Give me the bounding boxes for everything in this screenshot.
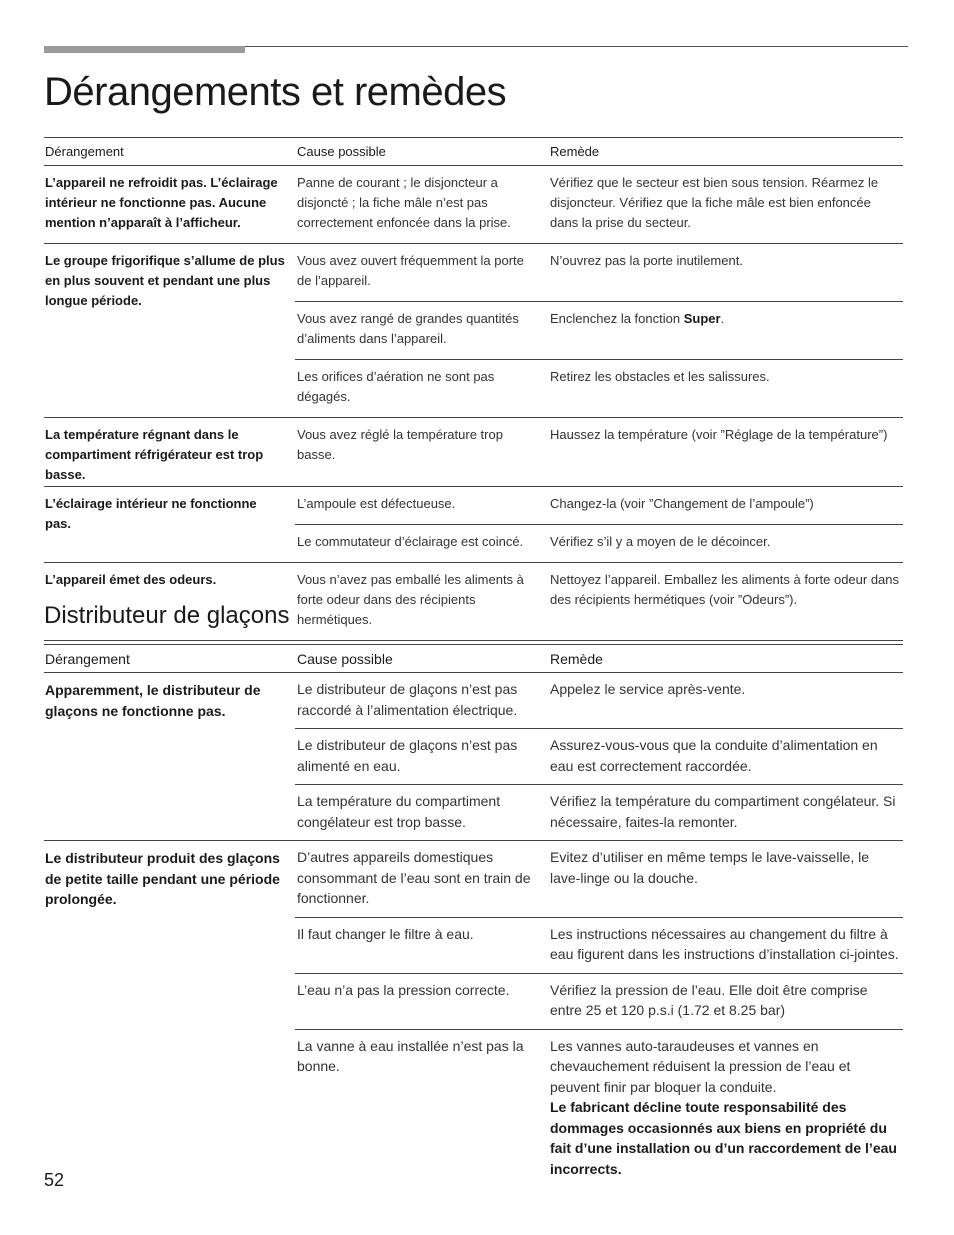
fault-group <box>44 841 903 1187</box>
fault-text: L’appareil ne refroidit pas. L’éclairage intérieur ne fonctionne pas. Aucune mention n’apparaît à l’afficheur. <box>45 175 278 230</box>
table-row <box>295 302 903 360</box>
remedy-cell: Evitez d’utiliser en même temps le lave-vaisselle, le lave-linge ou la douche. <box>550 849 870 886</box>
remedy-cell: Changez-la (voir ”Changement de l’ampoule”) <box>550 496 814 511</box>
fault-text: Le groupe frigorifique s’allume de plus en plus souvent et pendant une plus longue période. <box>45 253 285 308</box>
liability-notice: Le fabricant décline toute responsabilité des dommages occasionnés aux biens en propriété du fait d’une installation ou d’un raccordement de l’eau incorrects. <box>550 1099 897 1177</box>
remedy-text: Les vannes auto-taraudeuses et vannes en chevauchement réduisent la pression de l’eau et peuvent finir par bloquer la conduite. <box>550 1037 851 1095</box>
fault-text: L’éclairage intérieur ne fonctionne pas. <box>45 496 257 531</box>
table-row <box>295 563 903 640</box>
table-row <box>295 918 903 974</box>
remedy-cell <box>548 302 903 359</box>
remedy-text: Enclenchez la fonction <box>550 311 684 326</box>
cause-cell: Vous n’avez pas emballé les aliments à forte odeur dans des récipients hermétiques. <box>297 572 524 627</box>
table-row <box>295 841 903 918</box>
remedy-text-end: . <box>720 311 725 326</box>
header-cause: Cause possible <box>297 144 386 159</box>
table-row <box>295 729 903 785</box>
page-number: 52 <box>44 1170 65 1190</box>
header-remedy: Remède <box>550 144 600 159</box>
cause-cell: Vous avez réglé la température trop basse. <box>297 427 503 462</box>
table-row <box>295 785 903 840</box>
header-cause: Cause possible <box>297 651 393 667</box>
table-row <box>295 487 903 525</box>
cause-cell: D’autres appareils domestiques consommant de l’eau sont en train de fonctionner. <box>297 849 531 906</box>
fault-text: La température régnant dans le compartiment réfrigérateur est trop basse. <box>45 427 264 482</box>
fault-group <box>44 673 903 841</box>
fault-group <box>44 418 903 487</box>
fault-text: L’appareil émet des odeurs. <box>45 572 217 587</box>
table-row <box>295 525 903 562</box>
cause-cell: Le distributeur de glaçons n’est pas alimenté en eau. <box>297 737 518 774</box>
cause-cell: Il faut changer le filtre à eau. <box>297 925 474 942</box>
header-fault: Dérangement <box>45 144 124 159</box>
remedy-keyword: Super <box>683 311 721 326</box>
remedy-cell: Retirez les obstacles et les salissures. <box>550 369 770 384</box>
table-row <box>295 244 903 302</box>
cause-cell: Vous avez rangé de grandes quantités d’aliments dans l’appareil. <box>297 311 519 346</box>
remedy-cell: Vérifiez s’il y a moyen de le décoincer. <box>550 534 771 549</box>
cause-cell: L’ampoule est défectueuse. <box>297 496 456 511</box>
fault-group <box>44 244 903 418</box>
remedy-cell: Vérifiez que le secteur est bien sous tension. Réarmez le disjoncteur. Vérifiez que la fiche mâle est bien enfoncée dans la prise du secteur. <box>550 175 879 230</box>
fault-group <box>44 166 903 244</box>
remedy-cell: Appelez le service après-vente. <box>550 681 746 697</box>
remedy-cell: Vérifiez la température du compartiment congélateur. Si nécessaire, faites-la remonter. <box>550 793 896 830</box>
remedy-cell: N’ouvrez pas la porte inutilement. <box>550 253 743 268</box>
cause-cell: La vanne à eau installée n’est pas la bonne. <box>297 1037 524 1074</box>
table-row <box>295 1030 903 1188</box>
table-row <box>295 673 903 729</box>
page-title: Dérangements et remèdes <box>44 70 507 114</box>
remedy-cell: Les instructions nécessaires au changement du filtre à eau figurent dans les instructions d’installation ci-jointes. <box>550 925 899 962</box>
header-remedy: Remède <box>550 651 603 667</box>
table-row <box>295 974 903 1030</box>
remedy-cell <box>548 1030 903 1188</box>
cause-cell: Vous avez ouvert fréquemment la porte de l’appareil. <box>297 253 524 288</box>
table-row <box>295 360 903 417</box>
fault-group <box>44 487 903 563</box>
header-fault: Dérangement <box>45 651 130 667</box>
top-accent-bar <box>44 46 245 53</box>
remedy-cell: Assurez-vous-vous que la conduite d’alimentation en eau est correctement raccordée. <box>550 737 878 774</box>
table-header <box>44 644 903 673</box>
fault-text: Apparemment, le distributeur de glaçons ne fonctionne pas. <box>45 682 261 719</box>
cause-cell: Le distributeur de glaçons n’est pas raccordé à l’alimentation électrique. <box>297 681 518 718</box>
cause-cell: La température du compartiment congélateur est trop basse. <box>297 793 501 830</box>
troubleshooting-table <box>44 137 903 641</box>
cause-cell: Le commutateur d’éclairage est coincé. <box>297 534 524 549</box>
cause-cell: Panne de courant ; le disjoncteur a disjoncté ; la fiche mâle n’est pas correctement enfoncée dans la prise. <box>297 175 511 230</box>
table-row <box>295 418 903 486</box>
fault-text: Le distributeur produit des glaçons de petite taille pendant une période prolongée. <box>45 850 280 907</box>
remedy-cell: Vérifiez la pression de l’eau. Elle doit être comprise entre 25 et 120 p.s.i (1.72 et 8.25 bar) <box>550 981 868 1018</box>
table-row <box>295 166 903 243</box>
cause-cell: Les orifices d’aération ne sont pas dégagés. <box>297 369 495 404</box>
remedy-cell: Nettoyez l’appareil. Emballez les aliments à forte odeur dans des récipients hermétiques (voir ”Odeurs”). <box>550 572 900 607</box>
section-title: Distributeur de glaçons <box>44 602 290 629</box>
ice-dispenser-table <box>44 644 903 1187</box>
table-header <box>44 137 903 166</box>
cause-cell: L’eau n’a pas la pression correcte. <box>297 981 510 998</box>
remedy-cell: Haussez la température (voir ”Réglage de la température”) <box>550 427 888 442</box>
